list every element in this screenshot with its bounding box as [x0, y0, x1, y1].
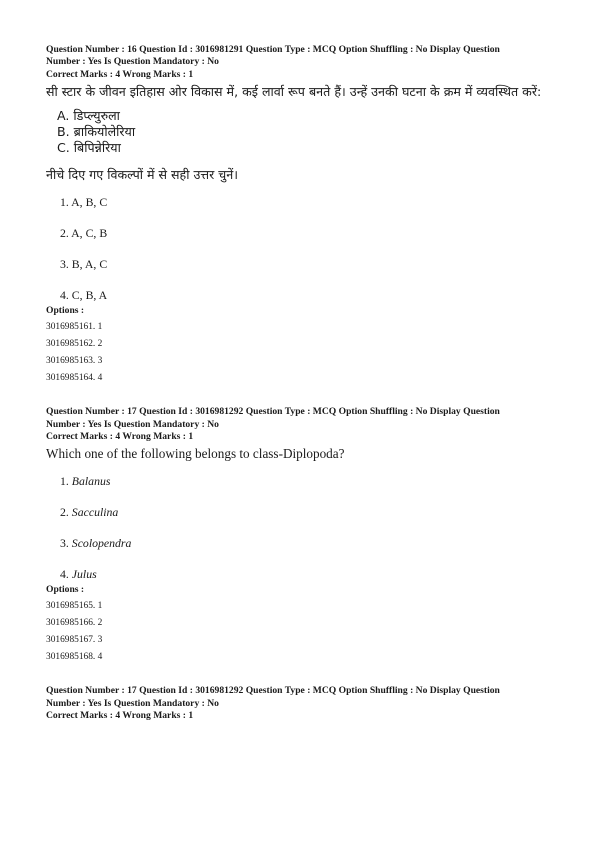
choice-list — [60, 474, 556, 582]
question-17 — [46, 406, 556, 663]
option-id-2: 3016985166. 2 — [46, 618, 103, 629]
statement-list — [57, 108, 556, 156]
question-text: Which one of the following belongs to class-Diplopoda? — [46, 446, 345, 462]
question-meta-line-1: Question Number : 16 Question Id : 3016981291 Question Type : MCQ Option Shuffling : No Display Question — [46, 44, 500, 55]
question-meta-line-2: Number : Yes Is Question Mandatory : No — [46, 56, 219, 68]
option-id-1: 3016985161. 1 — [46, 322, 103, 333]
question-17-repeat — [46, 685, 556, 722]
statement-a: A. डिप्ल्युरुला — [57, 108, 120, 124]
question-marks: Correct Marks : 4 Wrong Marks : 1 — [46, 68, 194, 80]
choice-4: 4. C, B, A — [60, 288, 108, 303]
options-label: Options : — [46, 584, 85, 596]
choice-3: 3. B, A, C — [60, 257, 108, 272]
choice-name: Balanus — [71, 474, 111, 489]
question-meta-line-2: Number : Yes Is Question Mandatory : No — [46, 418, 219, 430]
document-page — [46, 44, 556, 723]
question-text: सी स्टार के जीवन इतिहास ओर विकास में, कई लार्वा रूप बनते हैं। उन्हें उनकी घटना के क्रम में व्यवस्थित करें: — [46, 84, 542, 100]
choice-1: 1. A, B, C — [60, 195, 108, 210]
choice-name: Julus — [71, 567, 97, 582]
question-meta-line-1: Question Number : 17 Question Id : 3016981292 Question Type : MCQ Option Shuffling : No Display Question — [46, 406, 500, 418]
choice-2: 2. Sacculina — [60, 505, 119, 520]
choice-name: Scolopendra — [71, 536, 132, 551]
choice-4: 4. Julus — [60, 567, 97, 582]
choice-3: 3. Scolopendra — [60, 536, 132, 551]
question-meta-line-1: Question Number : 17 Question Id : 3016981292 Question Type : MCQ Option Shuffling : No Display Question — [46, 685, 500, 697]
question-meta-line-2: Number : Yes Is Question Mandatory : No — [46, 697, 219, 709]
option-id-3: 3016985163. 3 — [46, 356, 103, 367]
statement-c: C. बिपिन्नेरिया — [57, 140, 121, 156]
option-id-3: 3016985167. 3 — [46, 635, 103, 646]
option-id-2: 3016985162. 2 — [46, 339, 103, 350]
statement-b: B. ब्राकियोलेरिया — [57, 124, 136, 140]
option-id-4: 3016985168. 4 — [46, 652, 103, 663]
question-instruction: नीचे दिए गए विकल्पों में से सही उत्तर चुनें। — [46, 167, 239, 183]
option-id-4: 3016985164. 4 — [46, 373, 103, 384]
options-label: Options : — [46, 305, 85, 317]
option-id-1: 3016985165. 1 — [46, 601, 103, 612]
choice-2: 2. A, C, B — [60, 226, 108, 241]
choice-list — [60, 195, 556, 303]
choice-1: 1. Balanus — [60, 474, 111, 489]
question-marks: Correct Marks : 4 Wrong Marks : 1 — [46, 710, 194, 722]
question-marks: Correct Marks : 4 Wrong Marks : 1 — [46, 431, 194, 443]
choice-name: Sacculina — [71, 505, 119, 520]
question-16 — [46, 44, 556, 384]
